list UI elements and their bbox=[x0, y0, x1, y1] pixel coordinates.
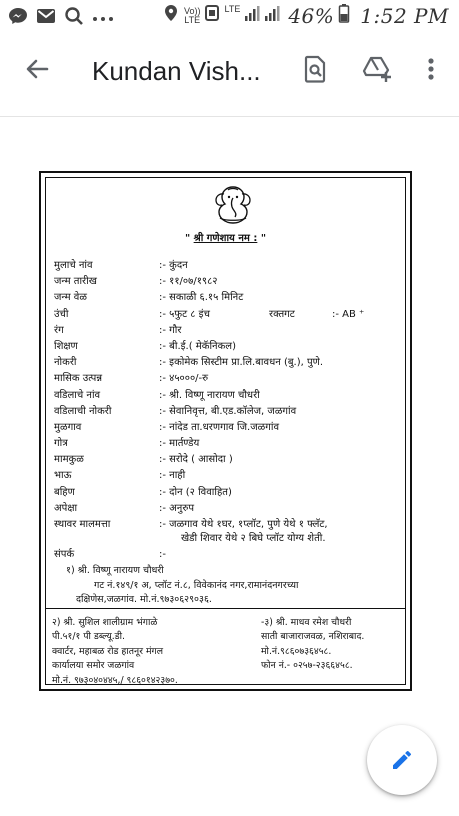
contact-1-line-2: गट नं.१४९/१ अ, प्लॉट नं.८, विवेकानंद नगर,रामानंदनगरच्या bbox=[94, 579, 299, 591]
property-line-1: :- जळगाव येथे १घर, १प्लॉट, पुणे येथे १ फ्लॅट, bbox=[159, 519, 328, 530]
find-in-page-icon bbox=[298, 52, 332, 86]
row-value: :- ५फुट ८ इंच bbox=[159, 308, 210, 320]
add-to-drive-icon bbox=[360, 52, 394, 86]
blessing-text: श्री गणेशाय नम : bbox=[193, 233, 258, 244]
row-birth-date bbox=[54, 274, 409, 290]
signal-icon bbox=[244, 4, 284, 27]
contact-2-line-5: मो.नं. ९७३०४०४४५,/ ९८६०१४२३७०. bbox=[52, 674, 178, 686]
contact-3-line-4: फोन नं.- ०२५७-२३६६४५८. bbox=[261, 660, 353, 672]
status-bar-right bbox=[164, 3, 449, 28]
row-value: :- bbox=[159, 549, 166, 560]
back-arrow-icon bbox=[20, 52, 54, 86]
contact-2-line-4: कार्यालया समोर जळगांव bbox=[52, 660, 135, 672]
more-icon bbox=[92, 10, 114, 28]
row-birth-time bbox=[54, 290, 409, 306]
contact-2-line-2: पी.५१/१ पी डब्ल्यू.डी. bbox=[52, 631, 126, 643]
row-label: मामकुळ bbox=[54, 454, 84, 466]
contact-3-line-2: साती बाजाराजवळ, नशिराबाद. bbox=[261, 631, 365, 643]
row-value: :- गौर bbox=[159, 324, 182, 336]
volte-top-text: Vo)) bbox=[183, 5, 201, 16]
row-height bbox=[54, 307, 409, 323]
contact-3-line-3: मो.नं.९८६०७३६४५८. bbox=[261, 645, 332, 657]
status-time: 1:52 PM bbox=[360, 3, 449, 28]
row-monthly-income bbox=[54, 371, 409, 387]
contact-1 bbox=[66, 564, 299, 608]
row-maternal-family bbox=[54, 452, 409, 468]
row-sister bbox=[54, 485, 409, 501]
row-label: वडिलाची नोकरी bbox=[54, 405, 112, 417]
row-label: रंग bbox=[54, 324, 64, 336]
blessing-close-quote: " bbox=[257, 233, 267, 244]
search-icon bbox=[64, 6, 84, 31]
contact-2-line-3: क्वार्टर, महाबळ रोड हातनूर मंगल bbox=[52, 645, 164, 657]
blessing-heading bbox=[46, 230, 405, 244]
row-label: वडिलाचे नांव bbox=[54, 389, 101, 401]
contact-1-line-3: दक्षिणेस,जळगांव. मो.नं.९७३०६२९०३६. bbox=[76, 594, 212, 605]
row-label: बहिण bbox=[54, 486, 75, 498]
row-value: :- दोन (२ विवाहित) bbox=[159, 486, 232, 498]
row-value: :- मार्तण्डेय bbox=[159, 438, 200, 450]
row-gotra bbox=[54, 436, 409, 452]
row-native-place bbox=[54, 420, 409, 436]
row-label: संपर्क bbox=[54, 549, 75, 560]
add-to-drive-button[interactable] bbox=[360, 52, 394, 86]
row-label: भाऊ bbox=[54, 470, 72, 482]
row-value: :- कुंदन bbox=[159, 260, 188, 271]
status-bar bbox=[0, 0, 459, 34]
messenger-icon bbox=[8, 7, 28, 30]
document-title: Kundan Vish... bbox=[92, 56, 261, 86]
gmail-icon bbox=[36, 8, 56, 29]
row-value: :- ४५०००/-रु bbox=[159, 373, 209, 385]
find-in-page-button[interactable] bbox=[298, 52, 332, 86]
row-value: :- श्री. विष्णू नारायण चौधरी bbox=[159, 389, 260, 401]
blood-group-label: रक्तगट bbox=[269, 308, 295, 320]
row-name bbox=[54, 258, 409, 274]
edit-fab-button[interactable] bbox=[367, 725, 437, 795]
contact-3 bbox=[261, 616, 364, 674]
row-label: मासिक उत्पन्न bbox=[54, 373, 103, 385]
hotspot-icon bbox=[204, 4, 220, 27]
row-value bbox=[159, 518, 409, 546]
battery-icon bbox=[338, 3, 350, 28]
row-label: अपेक्षा bbox=[54, 502, 78, 514]
row-value: :- बी.ई.( मेकॅनिकल) bbox=[159, 340, 236, 352]
row-complexion bbox=[54, 323, 409, 339]
row-label: गोत्र bbox=[54, 438, 68, 450]
battery-percent: 46% bbox=[288, 3, 335, 28]
contact-2-line-1: २) श्री. सुशिल शालीग्राम भंगाळे bbox=[52, 617, 158, 628]
row-label: नोकरी bbox=[54, 357, 77, 369]
row-property bbox=[54, 517, 409, 547]
row-brother bbox=[54, 468, 409, 484]
biodata-rows bbox=[54, 258, 409, 563]
ganesh-icon bbox=[208, 184, 258, 228]
row-education bbox=[54, 339, 409, 355]
row-value: :- नांदेड ता.धरणगाव जि.जळगांव bbox=[159, 421, 280, 433]
row-value: :- अनुरुप bbox=[159, 502, 195, 514]
document-border bbox=[45, 177, 406, 685]
back-button[interactable] bbox=[20, 52, 54, 86]
row-value: :- इकोमेक सिस्टीम प्रा.लि.बावधन (बु.), पुणे. bbox=[159, 357, 324, 369]
row-value: :- ११/०७/१९८२ bbox=[159, 276, 218, 288]
row-value: :- सरोदे ( आसोदा ) bbox=[159, 454, 233, 466]
row-contact bbox=[54, 547, 409, 563]
row-value: :- नाही bbox=[159, 470, 186, 482]
app-bar bbox=[0, 34, 459, 117]
location-icon bbox=[164, 4, 178, 27]
contact-1-line-1: १) श्री. विष्णू नारायण चौधरी bbox=[66, 565, 164, 576]
blood-group-value: :- AB ⁺ bbox=[332, 308, 365, 320]
edit-pencil-icon bbox=[390, 748, 414, 772]
more-options-button[interactable] bbox=[414, 52, 448, 86]
row-father-job bbox=[54, 404, 409, 420]
more-vert-icon bbox=[414, 52, 448, 86]
row-value: :- सकाळी ६.१५ मिनिट bbox=[159, 292, 244, 304]
row-father-name bbox=[54, 388, 409, 404]
blessing-open-quote: " bbox=[184, 233, 194, 244]
volte-icon bbox=[184, 7, 201, 25]
row-label: मुलाचे नांव bbox=[54, 260, 93, 271]
row-label: उंची bbox=[54, 308, 69, 320]
row-label: जन्म वेळ bbox=[54, 292, 87, 304]
row-label: शिक्षण bbox=[54, 340, 78, 352]
document-page bbox=[39, 171, 412, 691]
row-label: मुळगाव bbox=[54, 421, 82, 433]
status-bar-left bbox=[8, 6, 114, 31]
row-value: :- सेवानिवृत्त, बी.एड.कॉलेज, जळगांव bbox=[159, 405, 297, 417]
row-label: जन्म तारीख bbox=[54, 276, 97, 288]
lte-text: LTE bbox=[224, 4, 241, 14]
row-label: स्थावर मालमत्ता bbox=[54, 519, 111, 530]
contact-3-line-1: -३) श्री. माधव रमेश चौधरी bbox=[261, 617, 352, 628]
row-job bbox=[54, 355, 409, 371]
property-line-2: खेडी शिवार येथे २ बिघे प्लॉट योग्य शेती. bbox=[181, 533, 326, 544]
contact-2 bbox=[52, 616, 178, 688]
row-expectation bbox=[54, 501, 409, 517]
contact-divider bbox=[46, 608, 405, 609]
volte-bottom-text: LTE bbox=[184, 14, 201, 25]
